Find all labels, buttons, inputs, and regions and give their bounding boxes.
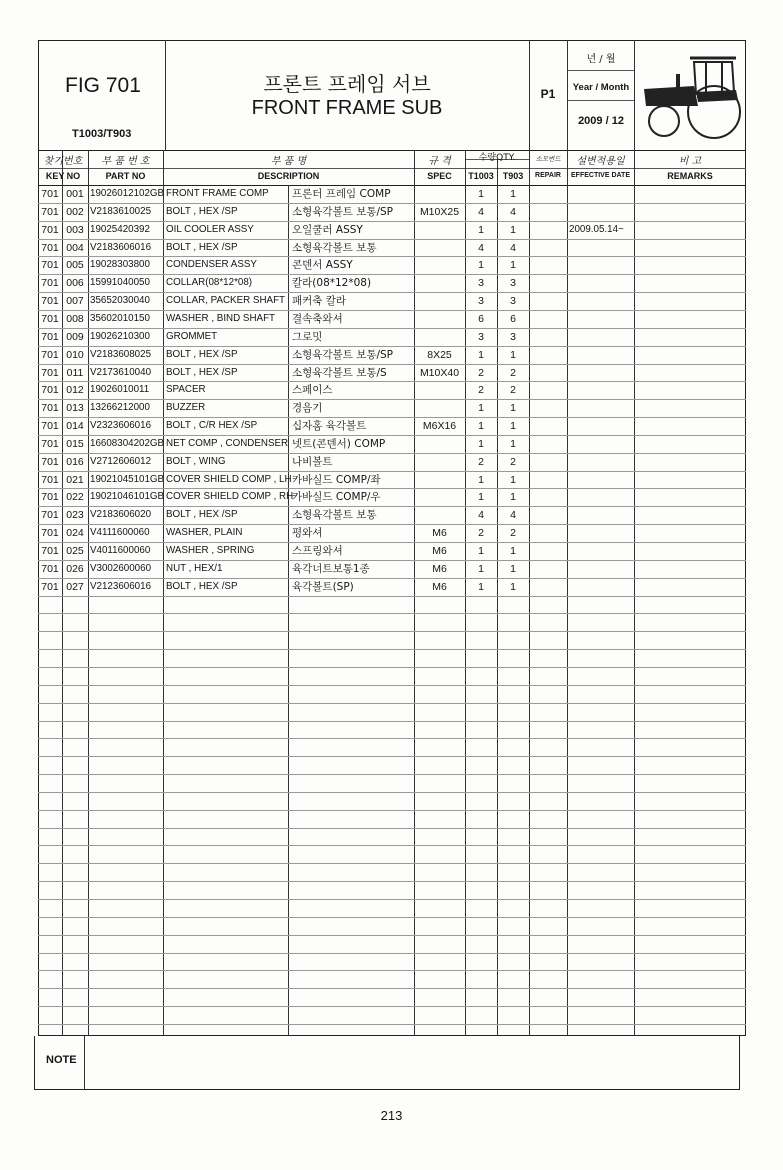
effective-date-cell: [569, 185, 635, 203]
description-en-cell: SPACER: [166, 384, 206, 396]
qty-t1003-cell: 4: [478, 205, 484, 218]
description-ko-cell: 평와셔: [292, 527, 323, 540]
key-no-cell: 005: [66, 259, 84, 272]
description-ko-cell: 소형육각볼트 보통/S: [292, 366, 387, 379]
spec-cell: M10X25: [419, 205, 460, 218]
key-no-cell: 024: [66, 527, 84, 540]
qty-t903-cell: 2: [510, 366, 516, 379]
description-ko-cell: 그로밋: [292, 330, 323, 343]
key-no-cell: 003: [66, 223, 84, 236]
description-ko-cell: 결속축와셔: [292, 312, 343, 325]
fig-cell: 701: [41, 437, 59, 450]
description-ko-cell: 십자홈 육각볼트: [292, 420, 367, 433]
row-rule: [38, 1006, 746, 1007]
description-ko-cell: 소형육각볼트 보통/SP: [292, 205, 394, 218]
key-no-cell: 010: [66, 348, 84, 361]
effective-date-cell: [569, 292, 635, 310]
part-no-cell: 35602010150: [90, 312, 150, 324]
description-ko-cell: 오일쿨러 ASSY: [292, 223, 363, 236]
description-ko-cell: 프론터 프레임 COMP: [292, 188, 391, 200]
fig-cell: 701: [41, 420, 59, 433]
qty-t903-cell: 6: [510, 312, 516, 325]
spec-cell: [414, 310, 465, 328]
description-en-cell: WASHER, PLAIN: [166, 527, 243, 539]
fig-cell: 701: [41, 188, 59, 200]
qty-t1003-cell: 2: [478, 527, 484, 540]
qty-t1003-cell: 1: [478, 259, 484, 272]
page-code: P1: [540, 87, 556, 101]
row-rule: [38, 774, 746, 775]
key-no-cell: 013: [66, 402, 84, 415]
spec-cell: M6: [432, 562, 447, 575]
fig-cell: 701: [41, 330, 59, 343]
description-ko-cell: 카바실드 COMP/좌: [292, 473, 381, 486]
remarks-header-ko: 비 고: [678, 156, 702, 167]
description-en-cell: NUT , HEX/1: [166, 562, 223, 574]
qty-t1003-cell: 1: [478, 437, 484, 450]
row-rule: [38, 845, 746, 846]
fig-cell: 701: [41, 473, 59, 486]
qty-t1003-cell: 1: [478, 545, 484, 557]
part-no-cell: 19021045101GB: [90, 473, 165, 485]
part-no-cell: 16608304202GB: [90, 437, 165, 449]
fig-label: FIG 701: [65, 74, 141, 97]
key-no-cell: 014: [66, 420, 84, 433]
description-ko-cell: 넷트(콘덴서) COMP: [292, 437, 386, 450]
qty-t903-cell: 4: [510, 205, 516, 218]
part-no-cell: V2712606012: [90, 455, 152, 467]
spec-cell: M6: [432, 545, 447, 557]
effective-date-cell: [569, 542, 635, 560]
part-no-cell: 35652030040: [90, 295, 150, 307]
fig-cell: 701: [41, 277, 59, 290]
fig-cell: 701: [41, 312, 59, 325]
qty-t1003-cell: 1: [478, 348, 484, 361]
fig-cell: 701: [41, 545, 59, 557]
key-no-header-ko: 찾기번호: [43, 156, 83, 167]
key-no-cell: 001: [66, 188, 84, 200]
qty-t1003-cell: 1: [478, 420, 484, 433]
qty-t903-cell: 4: [510, 509, 516, 522]
description-ko-cell: 스페이스: [292, 384, 333, 397]
qty-header: 수량QTY.: [478, 153, 516, 163]
qty-t1003-cell: 4: [478, 241, 484, 254]
fig-cell: 701: [41, 259, 59, 272]
effective-date-header-ko: 설변적용일: [576, 156, 625, 167]
part-no-cell: 19028303800: [90, 259, 150, 271]
description-ko-cell: 소형육각볼트 보통: [292, 241, 377, 254]
qty-t903-cell: 1: [510, 580, 516, 593]
description-en-cell: BOLT , HEX /SP: [166, 241, 238, 253]
part-no-cell: 19026012102GB: [90, 188, 165, 199]
spec-header-ko: 규 격: [428, 156, 451, 167]
spec-cell: [414, 488, 465, 506]
parts-sheet: [38, 40, 746, 1090]
row-rule: [38, 899, 746, 900]
qty-t903-cell: 3: [510, 295, 516, 308]
tractor-icon: [636, 44, 744, 144]
description-header: DESCRIPTION: [257, 171, 320, 181]
note-box: [34, 1036, 740, 1090]
description-ko-cell: 소형육각볼트 보통: [292, 509, 377, 522]
spec-cell: M6: [432, 580, 447, 593]
part-no-cell: 15991040050: [90, 277, 150, 289]
spec-cell: [414, 453, 465, 471]
part-no-cell: 19025420392: [90, 223, 150, 235]
spec-cell: [414, 328, 465, 346]
qty-t1003-cell: 2: [478, 366, 484, 379]
spec-cell: 8X25: [427, 348, 452, 361]
effective-date-cell: [569, 399, 635, 417]
qty-t1003-cell: 3: [478, 295, 484, 308]
qty-t1003-cell: 3: [478, 277, 484, 290]
fig-cell: 701: [41, 562, 59, 575]
description-en-cell: FRONT FRAME COMP: [166, 188, 269, 199]
description-en-cell: BOLT , C/R HEX /SP: [166, 420, 258, 432]
fig-cell: 701: [41, 527, 59, 540]
row-rule: [38, 667, 746, 668]
spec-cell: [414, 381, 465, 399]
part-no-cell: V2123606016: [90, 580, 152, 592]
part-no-cell: V2173610040: [90, 366, 152, 378]
note-label: NOTE: [46, 1054, 77, 1066]
key-no-cell: 025: [66, 545, 84, 557]
qty-t903-cell: 2: [510, 455, 516, 468]
effective-date-cell: [569, 310, 635, 328]
part-no-header-ko: 부 품 번 호: [101, 156, 150, 167]
key-no-cell: 027: [66, 580, 84, 593]
effective-date-cell: [569, 239, 635, 257]
qty-t903-cell: 4: [510, 241, 516, 254]
spec-cell: [414, 256, 465, 274]
description-en-cell: BUZZER: [166, 402, 206, 414]
effective-date-cell: [569, 274, 635, 292]
effective-date-cell: [569, 328, 635, 346]
key-no-cell: 011: [66, 366, 84, 379]
qty-t903-cell: 1: [510, 259, 516, 272]
row-rule: [38, 935, 746, 936]
description-en-cell: BOLT , HEX /SP: [166, 580, 238, 592]
part-no-cell: V4011600060: [90, 545, 151, 556]
qty-t903-cell: 3: [510, 330, 516, 343]
qty-t903-cell: 1: [510, 437, 516, 450]
row-rule: [38, 649, 746, 650]
description-en-cell: WASHER , BIND SHAFT: [166, 312, 276, 324]
fig-cell: 701: [41, 366, 59, 379]
row-rule: [38, 988, 746, 989]
spec-cell: [414, 221, 465, 239]
key-no-cell: 002: [66, 205, 84, 218]
effective-date-cell: [569, 381, 635, 399]
key-no-cell: 023: [66, 509, 84, 522]
key-no-cell: 008: [66, 312, 84, 325]
key-no-cell: 022: [66, 491, 84, 504]
description-en-cell: BOLT , HEX /SP: [166, 366, 238, 378]
row-rule: [38, 917, 746, 918]
description-en-cell: GROMMET: [166, 330, 218, 342]
row-rule: [38, 828, 746, 829]
key-no-cell: 026: [66, 562, 84, 575]
effective-date-cell: [569, 346, 635, 364]
key-no-cell: 012: [66, 384, 84, 397]
part-no-cell: V2183608025: [90, 348, 152, 360]
key-no-cell: 015: [66, 437, 84, 450]
model-label: T1003/T903: [72, 128, 132, 140]
fig-cell: 701: [41, 241, 59, 254]
key-no-cell: 004: [66, 241, 84, 254]
spec-cell: [414, 399, 465, 417]
effective-date-cell: [569, 453, 635, 471]
effective-date-cell: [569, 560, 635, 578]
effective-date-cell: [569, 471, 635, 489]
description-ko-cell: 칼라(08*12*08): [292, 277, 372, 290]
effective-date-header: EFFECTIVE DATE: [571, 172, 630, 179]
spec-cell: [414, 506, 465, 524]
fig-cell: 701: [41, 384, 59, 397]
description-en-cell: WASHER , SPRING: [166, 545, 255, 556]
qty-t903-header: T903: [502, 171, 524, 181]
effective-date-cell: 2009.05.14~: [569, 223, 624, 235]
qty-t1003-header: T1003: [468, 171, 494, 181]
qty-t903-cell: 2: [510, 527, 516, 540]
spec-cell: [414, 239, 465, 257]
description-ko-cell: 스프링와셔: [292, 545, 343, 557]
spec-cell: [414, 185, 465, 203]
part-no-cell: 19026210300: [90, 330, 150, 342]
description-en-cell: COVER SHIELD COMP , LH: [166, 473, 292, 485]
part-no-cell: V3002600060: [90, 562, 152, 574]
spec-cell: [414, 292, 465, 310]
description-ko-cell: 육각볼트(SP): [292, 580, 354, 593]
key-no-header: KEY NO: [45, 171, 81, 181]
spec-cell: M10X40: [419, 366, 460, 379]
qty-t1003-cell: 4: [478, 509, 484, 522]
remarks-header: REMARKS: [667, 171, 713, 181]
description-en-cell: BOLT , WING: [166, 455, 226, 467]
part-no-cell: V2183610025: [90, 205, 152, 217]
qty-t903-cell: 1: [510, 348, 516, 361]
fig-cell: 701: [41, 402, 59, 415]
qty-t903-cell: 2: [510, 384, 516, 397]
description-en-cell: COLLAR(08*12*08): [166, 277, 253, 289]
part-no-header: PART NO: [105, 171, 146, 181]
row-rule: [38, 1024, 746, 1025]
description-ko-cell: 콘덴서 ASSY: [292, 259, 353, 272]
key-no-cell: 009: [66, 330, 84, 343]
qty-t903-cell: 1: [510, 491, 516, 504]
qty-t1003-cell: 1: [478, 402, 484, 415]
description-en-cell: COLLAR, PACKER SHAFT: [166, 295, 286, 307]
page-number: 213: [380, 1108, 403, 1123]
spec-cell: [414, 274, 465, 292]
description-en-cell: BOLT , HEX /SP: [166, 348, 238, 360]
row-rule: [38, 721, 746, 722]
fig-cell: 701: [41, 580, 59, 593]
qty-t903-cell: 1: [510, 223, 516, 236]
effective-date-cell: [569, 417, 635, 435]
qty-t903-cell: 1: [510, 188, 516, 200]
fig-cell: 701: [41, 509, 59, 522]
description-header-ko: 부 품 명: [270, 156, 307, 167]
description-en-cell: CONDENSER ASSY: [166, 259, 257, 271]
qty-t1003-cell: 6: [478, 312, 484, 325]
fig-cell: 701: [41, 295, 59, 308]
fig-cell: 701: [41, 491, 59, 504]
effective-date-cell: [569, 488, 635, 506]
description-ko-cell: 육각너트보통1종: [292, 562, 370, 575]
effective-date-cell: [569, 506, 635, 524]
description-en-cell: NET COMP , CONDENSER: [166, 437, 289, 449]
part-no-cell: 13266212000: [90, 402, 150, 414]
row-rule: [38, 756, 746, 757]
qty-t903-cell: 1: [510, 402, 516, 415]
part-no-cell: V4111600060: [90, 527, 150, 539]
part-no-cell: V2183606020: [90, 509, 152, 521]
effective-date-cell: [569, 524, 635, 542]
year-month-label: Year / Month: [572, 82, 630, 93]
row-rule: [38, 613, 746, 614]
year-month-korean: 년 / 월: [586, 54, 616, 65]
qty-t1003-cell: 1: [478, 223, 484, 236]
row-rule: [38, 810, 746, 811]
qty-t1003-cell: 3: [478, 330, 484, 343]
key-no-cell: 021: [66, 473, 84, 486]
effective-date-cell: [569, 256, 635, 274]
qty-t903-cell: 1: [510, 473, 516, 486]
row-rule: [38, 863, 746, 864]
spec-cell: M6: [432, 527, 447, 540]
row-rule: [38, 792, 746, 793]
description-ko-cell: 패커축 칼라: [292, 295, 347, 308]
part-no-cell: V2323606016: [90, 420, 152, 432]
description-ko-cell: 소형육각볼트 보통/SP: [292, 348, 394, 361]
spec-cell: [414, 471, 465, 489]
qty-t1003-cell: 1: [478, 562, 484, 575]
key-no-cell: 006: [66, 277, 84, 290]
part-no-cell: 19021046101GB: [90, 491, 165, 503]
row-rule: [38, 881, 746, 882]
key-no-cell: 007: [66, 295, 84, 308]
row-rule: [38, 596, 746, 597]
fig-cell: 701: [41, 223, 59, 236]
title-korean: 프론트 프레임 서브: [263, 72, 431, 96]
qty-t1003-cell: 2: [478, 384, 484, 397]
qty-t903-cell: 1: [510, 545, 516, 557]
description-ko-cell: 경음기: [292, 402, 323, 415]
effective-date-cell: [569, 435, 635, 453]
spec-cell: [414, 435, 465, 453]
effective-date-cell: [569, 578, 635, 596]
description-en-cell: BOLT , HEX /SP: [166, 205, 238, 217]
qty-t903-cell: 1: [510, 420, 516, 433]
spec-header: SPEC: [427, 171, 452, 181]
description-en-cell: COVER SHIELD COMP , RH: [166, 491, 294, 503]
part-no-cell: V2183606016: [90, 241, 152, 253]
spec-cell: M6X16: [422, 420, 457, 433]
qty-t1003-cell: 1: [478, 473, 484, 486]
description-ko-cell: 나비볼트: [292, 455, 333, 468]
row-rule: [38, 970, 746, 971]
description-en-cell: BOLT , HEX /SP: [166, 509, 238, 521]
fig-cell: 701: [41, 455, 59, 468]
fig-cell: 701: [41, 205, 59, 218]
qty-t1003-cell: 2: [478, 455, 484, 468]
qty-t1003-cell: 1: [478, 580, 484, 593]
description-en-cell: OIL COOLER ASSY: [166, 223, 254, 235]
row-rule: [38, 953, 746, 954]
qty-t1003-cell: 1: [478, 188, 484, 200]
row-rule: [38, 631, 746, 632]
effective-date-cell: [569, 203, 635, 221]
effective-date-cell: [569, 364, 635, 382]
row-rule: [38, 703, 746, 704]
repair-header-ko: 소모번드: [535, 155, 561, 163]
row-rule: [38, 685, 746, 686]
year-month-value: 2009 / 12: [578, 115, 624, 127]
part-no-cell: 19026010011: [90, 384, 150, 396]
title-english: FRONT FRAME SUB: [251, 97, 443, 119]
description-ko-cell: 카바실드 COMP/우: [292, 491, 381, 504]
qty-t903-cell: 1: [510, 562, 516, 575]
row-rule: [38, 738, 746, 739]
qty-t1003-cell: 1: [478, 491, 484, 504]
repair-header: REPAIR: [535, 172, 561, 179]
key-no-cell: 016: [66, 455, 84, 468]
qty-t903-cell: 3: [510, 277, 516, 290]
fig-cell: 701: [41, 348, 59, 361]
